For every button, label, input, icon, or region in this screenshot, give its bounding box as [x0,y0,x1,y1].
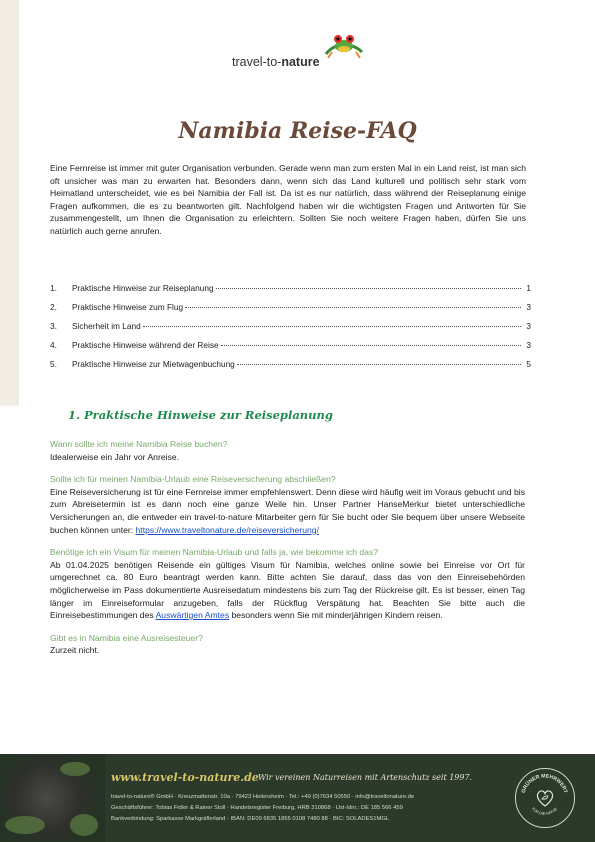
toc-label: Sicherheit im Land [72,321,141,331]
gruener-mehrwert-badge [515,768,575,828]
toc-number: 1. [50,283,57,293]
toc-label: Praktische Hinweise zum Flug [72,302,184,312]
toc-page-number: 5 [526,359,531,369]
faq-answer: Idealerweise ein Jahr vor Anreise. [50,451,179,462]
faq-question: Wann sollte ich meine Namibia Reise buchen? [50,439,228,449]
intro-paragraph: Eine Fernreise ist immer mit guter Organisation verbunden. Gerade wenn man zum ersten Mal in ein Land reist, ist man sich oft unsicher was man zu erwarten hat. Besonders dann, wenn sich das Land kulturell und politisch sehr stark vom Heimatland unterscheidet, wie es bei Namibia der Fall ist. Da ist es nur natürlich, dass während der Reiseplanung einige Fragen aufkommen, die es zu beantworten gilt. Nachfolgend haben wir die wichtigsten Fragen und Antworten für Sie zusammengestellt, um Ihnen die Organisation zu erleichtern. Sollten Sie noch weitere Fragen haben, dürfen Sie uns natürlich auch gerne anrufen. [50,163,526,236]
leaf-shape [60,762,90,776]
faq-question: Benötige ich ein Visum für meinen Namibia-Urlaub und falls ja, wie bekomme ich das? [50,547,378,558]
faq-question: Gibt es in Namibia eine Ausreisesteuer? [50,632,203,643]
faq-question: Sollte ich für meinen Namibia-Urlaub eine Reiseversicherung abschließen? [50,474,336,485]
leaf-shape [5,816,45,834]
footer-registry-line: Geschäftsführer: Tobias Fidler & Rainer Stoll · Handelsregister Freiburg, HRB 310868 · Ust-Idnr.: DE 185 566 459 [111,805,403,811]
toc-leader-dots [237,364,521,365]
toc-number: 2. [50,302,57,312]
brand-name: travel-to-nature [232,55,320,69]
faq-answer: Ab 01.04.2025 benötigen Reisende ein gültiges Visum für Namibia, welches online sowie bei Einreise vor Ort für umgerechnet ca. 80 Euro beantragt werden kann. Bitte achten Sie darauf, dass das von den Einreisebehörden möglicherweise im Pass dokumentierte Ausreisedatum mindestens bis zum Tag der Rückreise gilt. Es ist besser, einen Tag länger im Einreiseformular anzugeben, falls der Rückflug Verspätung hat. Beachten Sie bitte auch die Einreisebestimmungen des Auswärtigen Amtes besonders wenn Sie mit minderjährigen Kindern reisen. [50,559,525,621]
page-title: Namibia Reise-FAQ [178,118,417,144]
faq-item [50,438,525,463]
toc-page-number: 3 [526,340,531,350]
gorilla-photo [0,754,105,842]
toc-entry[interactable] [50,283,531,302]
faq-item [50,473,525,536]
table-of-contents [50,283,531,378]
toc-leader-dots [185,307,521,308]
toc-entry[interactable] [50,302,531,321]
heart-leaf-icon [534,787,556,809]
toc-number: 4. [50,340,57,350]
toc-number: 3. [50,321,57,331]
toc-page-number: 3 [526,302,531,312]
footer-company-line: travel-to-nature® GmbH · Kreuzmattenstr. 10a · 79423 Heitersheim · Tel.: +49 (0)7634 50550 · info@traveltonature.de [111,794,415,800]
toc-page-number: 1 [526,283,531,293]
toc-leader-dots [216,288,521,289]
toc-label: Praktische Hinweise während der Reise [72,340,219,350]
footer-website[interactable]: www.travel-to-nature.de [111,771,259,784]
toc-leader-dots [221,345,521,346]
page-side-strip [0,0,19,406]
footer-slogan: Wir vereinen Naturreisen mit Artenschutz seit 1997. [258,773,473,782]
insurance-link[interactable]: https://www.traveltonature.de/reiseversicherung/ [135,524,319,535]
travel-to-nature-logo[interactable] [232,32,362,72]
toc-entry[interactable] [50,340,531,359]
badge-bottom-text: FÜR DIE NATUR [530,806,559,816]
frog-logo-icon [324,32,364,60]
toc-number: 5. [50,359,57,369]
faq-answer: Zurzeit nicht. [50,645,100,656]
faq-item [50,632,525,657]
page-footer [0,754,595,842]
auswaertiges-amt-link[interactable]: Auswärtigen Amtes [155,610,230,621]
toc-leader-dots [143,326,521,327]
faq-answer: Eine Reiseversicherung ist für eine Fernreise immer empfehlenswert. Denn diese wird häufig weit im Voraus gebucht und bis zum Abreisetermin ist es dann noch eine ganze Weile hin. Unser Partner HanseMerkur bietet unterschiedliche Versicherungen an, die entweder ein travel-to-nature Mitarbeiter gern für Sie bucht oder Sie bequem über unsere Webseite buchen können unter: https://www.traveltonature.de/reiseversicherung/ [50,486,525,535]
faq-content [50,438,525,667]
faq-item [50,546,525,622]
footer-bank-line: Bankverbindung: Sparkasse Markgräflerland · IBAN: DE09 6835 1865 0108 7480 88 · BIC: SOLADES1MGL [111,816,390,822]
toc-entry[interactable] [50,359,531,378]
section-heading: 1. Praktische Hinweise zur Reiseplanung [68,408,333,422]
toc-entry[interactable] [50,321,531,340]
badge-top-text: GRÜNER MEHRWERT [520,773,569,794]
toc-label: Praktische Hinweise zur Mietwagenbuchung [72,359,235,369]
leaf-shape [70,814,98,836]
toc-label: Praktische Hinweise zur Reiseplanung [72,283,214,293]
toc-page-number: 3 [526,321,531,331]
